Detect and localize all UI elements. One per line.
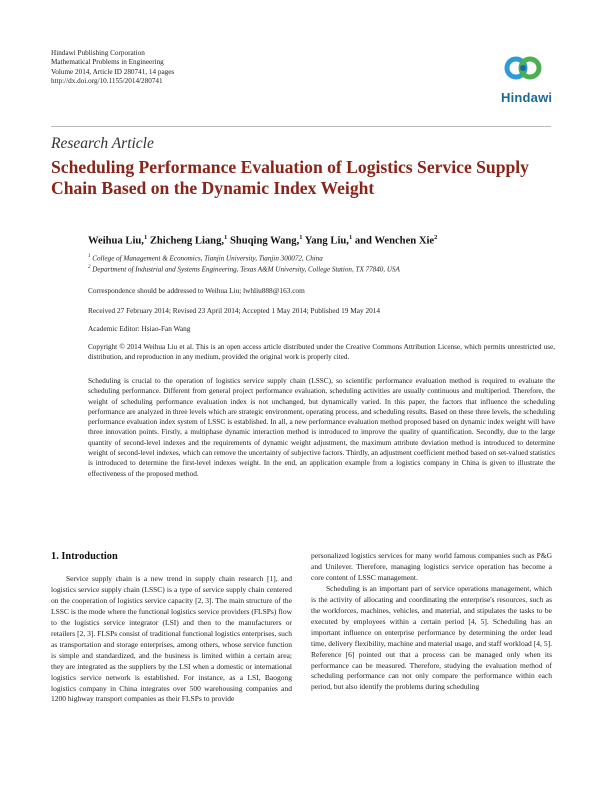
hindawi-logo-text: Hindawi (501, 90, 553, 105)
author-affiliation-mark: 1 (348, 234, 353, 241)
publisher-name: Hindawi Publishing Corporation (51, 49, 145, 57)
author-affiliation-mark: 1 (224, 234, 228, 241)
affiliation-number: 2 (88, 265, 91, 270)
affiliation-number: 1 (88, 254, 91, 259)
abstract-text: Scheduling is crucial to the operation of logistics service supply chain (LSSC), so scientific performance evaluation method is required to evaluate the scheduling performance. Different from general project performance evaluation, scheduling activities are usually continuous and multiperiod. Therefore, the weight of scheduling performance evaluation index is not unchanged, but dynamically varied. In this paper, the factors that influence the scheduling performance are analyzed in three levels which are strategic environment, operating process, and scheduling results. Based on these three levels, the scheduling performance evaluation index system of LSSC is established. In all, a new performance evaluation method proposed based on dynamic index weight will have three innovation points. Firstly, a multiphase dynamic interaction method is introduced to improve the quality of quantification. Secondly, due to the large quantity of second-level indexes and the requirements of dynamic weight adjustment, the maximum attribute deviation method is introduced to determine weight of second-level indexes, which can remove the uncertainty of subjective factors. Thirdly, an adjustment coefficient method based on set-valued statistics is introduced to determine the first-level indexes weight. In the end, an application example from a logistics company in China is given to illustrate the effectiveness of the proposed method. (88, 376, 555, 478)
author-name: and Wenchen Xie (354, 235, 435, 247)
intro-column-left (51, 574, 292, 705)
author-affiliation-mark: 1 (143, 234, 148, 241)
publication-dates: Received 27 February 2014; Revised 23 April 2014; Accepted 1 May 2014; Published 19 May 2014 (88, 306, 381, 315)
paper-title (51, 157, 561, 199)
affiliation-text: College of Management & Economics, Tianjin University, Tianjin 300072, China (92, 254, 323, 263)
intro-paragraph: Scheduling is an important part of service operations management, which is the activity of allocating and coordinating the enterprise's resources, such as the workforces, machines, vehicles, and material, and stipulates the tasks to be executed by employees within a certain period [4, 5]. Scheduling has an important influence on enterprise performance by determining the order lead time, delivery flexibility, machine and material usage, and staff workload [4, 5]. Reference [6] pointed out that a process can be managed only when its performance can be measured. Therefore, studying the evaluation method of scheduling performance can not only compare the performance within each period, but also identify the problems during scheduling (311, 583, 552, 692)
intro-column-right (311, 551, 552, 693)
author-affiliation-mark: 2 (434, 234, 438, 241)
author-affiliation-mark: 1 (299, 234, 303, 241)
title-line-2: Chain Based on the Dynamic Index Weight (51, 178, 375, 198)
title-line-1: Scheduling Performance Evaluation of Logistics Service Supply (51, 157, 529, 177)
intro-paragraph: Service supply chain is a new trend in supply chain research [1], and logistics service supply chain (LSSC) is a type of service supply chain centered on the cooperation of logistics service capacity [2, 3]. The main structure of the LSSC is the mode where the functional logistics service providers (FLSPs) flow to the logistics service integrator (LSI) and then to the manufacturers or retailers [2, 3]. FLSPs consist of traditional functional logistics enterprises, such as transportation and storage enterprises, among others, whose service function is simple and standardized, and the business is limited within a certain area; they are integrated as the suppliers by the LSI when a domestic or international logistics service network is established. For instance, as a LSI, Baogong logistics company in China integrates over 500 warehousing companies and 1200 highway transport companies as their FLSPs to provide (51, 574, 292, 704)
intro-paragraph: personalized logistics services for many world famous companies such as P&G and Unilever. Therefore, managing logistics service operation has become a core content of LSSC management. (311, 551, 552, 582)
author-name: Shuqing Wang, (229, 235, 300, 247)
academic-editor: Academic Editor: Hsiao-Fan Wang (88, 324, 191, 333)
correspondence: Correspondence should be addressed to Weihua Liu; lwhliu888@163.com (88, 286, 305, 295)
copyright-notice: Copyright © 2014 Weihua Liu et al. This is an open access article distributed under the Creative Commons Attribution License, which permits unrestricted use, distribution, and reproduction in any medium, provided the original work is properly cited. (88, 343, 555, 362)
volume-info: Volume 2014, Article ID 280741, 14 pages (51, 67, 175, 76)
affiliation-2 (88, 265, 400, 273)
author-name: Yang Liu, (304, 235, 349, 247)
author-list (88, 234, 437, 247)
section-heading-introduction: 1. Introduction (51, 551, 118, 562)
header-divider (51, 126, 551, 127)
journal-header (51, 49, 174, 87)
affiliation-1 (88, 254, 323, 262)
author-name: Weihua Liu, (88, 235, 144, 247)
journal-name: Mathematical Problems in Engineering (51, 58, 164, 67)
doi-link[interactable]: http://dx.doi.org/10.1155/2014/280741 (51, 77, 163, 86)
affiliation-text: Department of Industrial and Systems Engineering, Texas A&M University, College Station, TX 77840, USA (92, 265, 400, 274)
author-name: Zhicheng Liang, (149, 235, 225, 247)
article-type: Research Article (51, 135, 154, 152)
